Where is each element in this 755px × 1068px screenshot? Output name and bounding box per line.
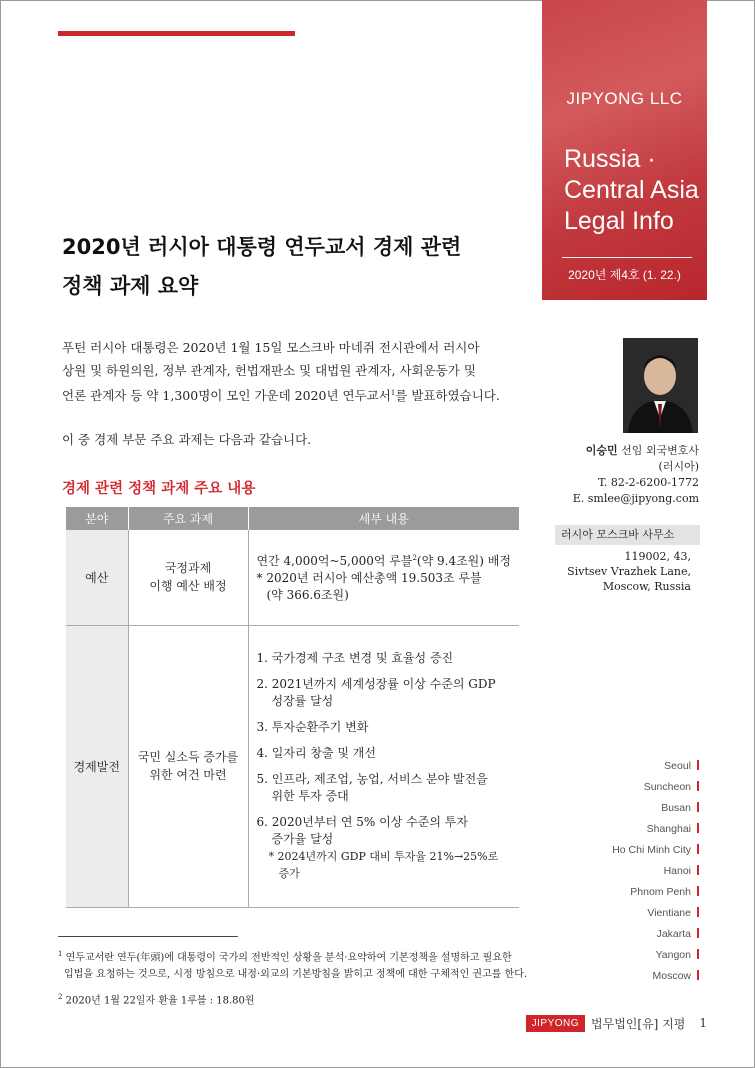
top-accent-line: [58, 31, 295, 36]
banner-firm-name: JIPYONG LLC: [566, 89, 683, 108]
list-item: 2. 2021년까지 세계성장률 이상 수준의 GDP: [256, 677, 496, 691]
footnote-ref-2[interactable]: 2: [412, 554, 417, 563]
list-item-cont: 증가율 달성: [271, 832, 334, 846]
task-cell: [128, 530, 248, 625]
footnote-number: 2: [58, 993, 63, 1002]
title-line: 2020년 러시아 대통령 연두교서 경제 관련: [62, 235, 462, 259]
intro-paragraph-2: [62, 428, 524, 451]
banner-issue-number: 2020년 제4호 (1. 22.): [568, 268, 681, 282]
city-item: Ho Chi Minh City: [612, 840, 699, 861]
category-cell: 경제발전: [66, 625, 128, 907]
footnotes: [58, 946, 527, 1010]
intro-line: [62, 382, 524, 407]
detail-text: (약 9.4조원) 배정: [416, 554, 511, 569]
table-row: [66, 530, 519, 625]
detail-line: (약 366.6조원): [266, 588, 349, 603]
intro-line: 푸틴 러시아 대통령은 2020년 1월 15일 모스크바 마네쥐 전시관에서 러시아: [62, 340, 480, 355]
policy-table: [66, 507, 519, 908]
section-heading: 경제 관련 정책 과제 주요 내용: [62, 480, 256, 497]
list-item: 5. 인프라, 제조업, 농업, 서비스 분야 발전을: [256, 772, 488, 786]
address-line: Moscow, Russia: [602, 580, 691, 593]
city-item: Yangon: [612, 945, 699, 966]
banner-title: [564, 144, 699, 237]
footnote-1: [58, 946, 527, 966]
list-item-cont: 성장률 달성: [271, 694, 334, 708]
table-row: [66, 625, 519, 907]
office-cities-list: [612, 756, 699, 987]
footnote-text: 2020년 1월 22일자 환율 1루블 : 18.80원: [65, 995, 255, 1007]
city-item: Jakarta: [612, 924, 699, 945]
page-footer: [526, 1012, 707, 1034]
intro-line: 상원 및 하원의원, 정부 관계자, 헌법재판소 및 대법원 관계자, 사회운동가 및: [62, 363, 476, 378]
task-line: 국민 실소득 증가를: [137, 750, 239, 764]
contact-email[interactable]: E. smlee@jipyong.com: [572, 492, 699, 505]
city-item: Suncheon: [612, 777, 699, 798]
city-item: Vientiane: [612, 903, 699, 924]
footnote-1-cont: 입법을 요청하는 것으로, 시정 방침으로 내정·외교의 기본방침을 밝히고 정책에 대한 구체적인 권고를 한다.: [64, 969, 528, 981]
task-line: 국정과제: [164, 561, 212, 576]
address-line: 119002, 43,: [624, 550, 691, 563]
office-label: 러시아 모스크바 사무소: [555, 525, 700, 545]
header-detail: 세부 내용: [248, 507, 519, 530]
intro2-line: 이 중 경제 부문 주요 과제는 다음과 같습니다.: [62, 432, 312, 447]
list-item: 4. 일자리 창출 및 개선: [256, 746, 376, 760]
contact-region: (러시아): [658, 460, 699, 473]
list-item-note: 증가: [278, 867, 300, 880]
intro-paragraph: [62, 336, 524, 407]
document-title: [62, 228, 532, 306]
task-line: 위한 여건 마련: [149, 768, 227, 782]
list-item-cont: 위한 투자 증대: [271, 789, 349, 803]
contact-role: 선임 외국변호사: [621, 444, 699, 457]
portrait-icon: [623, 338, 698, 433]
task-cell: [128, 625, 248, 907]
footnote-ref-1[interactable]: 1: [390, 389, 396, 397]
intro-line-text: 언론 관계자 등 약 1,300명이 모인 가운데 2020년 연두교서: [62, 388, 391, 404]
footnote-text: 연두교서란 연두(年頭)에 대통령이 국가의 전반적인 상황을 분석·요약하여 기본정책을 설명하고 필요한: [65, 952, 512, 964]
footer-logo: JIPYONG: [526, 1015, 585, 1032]
contact-name-line: [573, 443, 699, 459]
contact-phone[interactable]: T. 82-2-6200-1772: [598, 476, 699, 489]
contact-name: 이승민: [585, 444, 618, 457]
banner-divider: [562, 257, 692, 258]
title-line: 정책 과제 요약: [62, 274, 199, 298]
task-line: 이행 예산 배정: [149, 579, 227, 594]
contact-info: [573, 443, 699, 507]
city-item: Phnom Penh: [612, 882, 699, 903]
list-item: 6. 2020년부터 연 5% 이상 수준의 투자: [256, 815, 468, 829]
list-item-note: * 2024년까지 GDP 대비 투자율 21%→25%로: [268, 850, 499, 863]
footnote-2: [58, 989, 527, 1009]
city-item: Busan: [612, 798, 699, 819]
detail-cell: [248, 530, 519, 625]
city-item: Hanoi: [612, 861, 699, 882]
footnote-divider: [58, 936, 238, 937]
detail-line: [257, 550, 520, 570]
intro-line-tail: 를 발표하였습니다.: [395, 388, 500, 404]
footnote-number: 1: [58, 950, 63, 958]
city-item: Moscow: [612, 966, 699, 987]
footer-firm-name: 법무법인[유] 지평: [591, 1016, 686, 1031]
newsletter-banner: [542, 0, 707, 300]
page-number: 1: [699, 1016, 707, 1030]
header-task: 주요 과제: [128, 507, 248, 530]
category-cell: 예산: [66, 530, 128, 625]
city-item: Seoul: [612, 756, 699, 777]
detail-text: 연간 4,000억~5,000억 루블: [256, 554, 413, 569]
list-item: 1. 국가경제 구조 변경 및 효율성 증진: [256, 651, 454, 665]
detail-line: * 2020년 러시아 예산총액 19.503조 루블: [256, 571, 482, 586]
office-address: [567, 549, 691, 594]
detail-cell: [248, 625, 519, 907]
header-category: 분야: [66, 507, 128, 530]
banner-title-line: Russia ·: [564, 145, 656, 173]
banner-title-line: Legal Info: [564, 207, 674, 235]
list-item: 3. 투자순환주기 변화: [256, 720, 369, 734]
city-item: Shanghai: [612, 819, 699, 840]
address-line: Sivtsev Vrazhek Lane,: [567, 565, 691, 578]
lawyer-photo: [623, 338, 698, 433]
table-header-row: [66, 507, 519, 530]
banner-title-line: Central Asia: [564, 176, 699, 204]
